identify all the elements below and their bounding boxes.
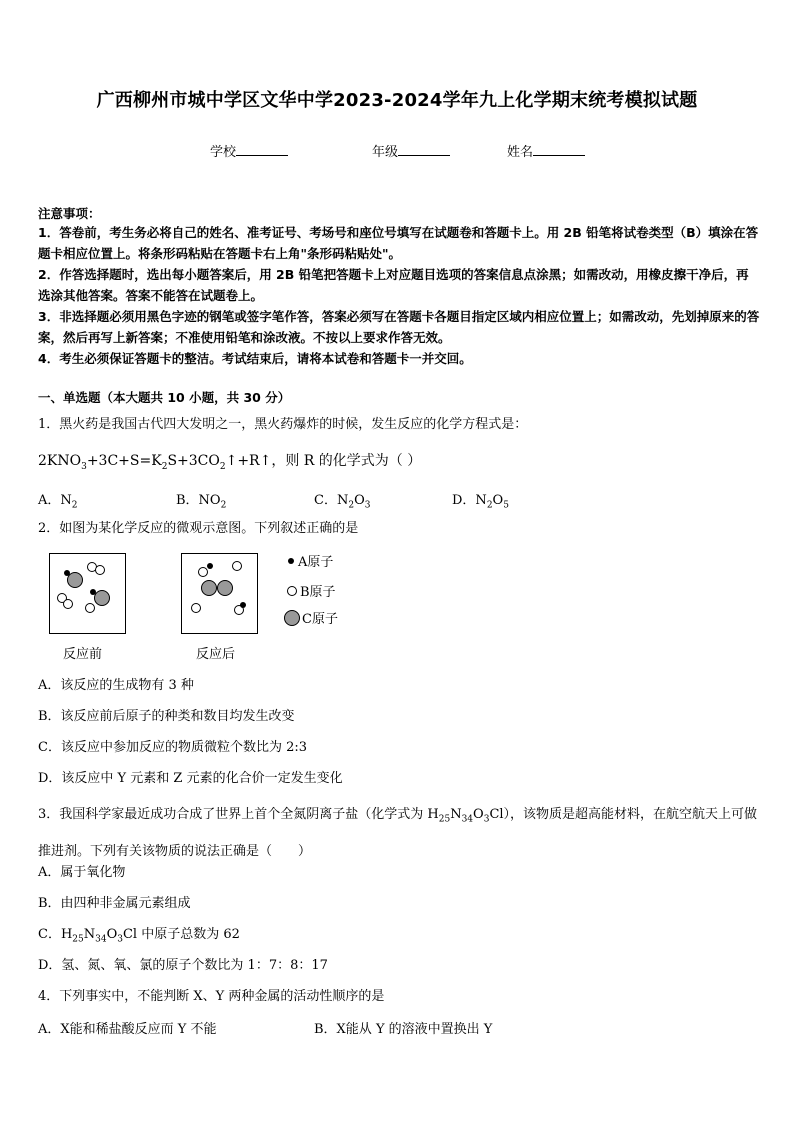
b-atom-icon	[64, 600, 73, 609]
a-atom-icon	[90, 589, 96, 595]
diagram-after-box	[181, 553, 258, 634]
note-item: 2．作答选择题时，选出每小题答案后，用 2B 铅笔把答题卡上对应题目选项的答案信息点涂黑；如需改动，用橡皮擦干净后，再选涂其他答案。答案不能答在试题卷上。	[38, 267, 749, 303]
school-blank	[236, 143, 288, 156]
b-atom-icon	[286, 584, 300, 598]
c-atom-icon	[218, 581, 233, 596]
name-label: 姓名	[507, 145, 534, 160]
diagram-after-svg	[182, 554, 257, 633]
school-label: 学校	[210, 145, 237, 160]
question-2-option-b: B．该反应前后原子的种类和数目均发生改变	[38, 709, 295, 724]
question-2-stem: 2．如图为某化学反应的微观示意图。下列叙述正确的是	[38, 521, 359, 536]
a-atom-icon	[240, 602, 246, 608]
question-1-equation: $2KNO_3+3C+S=K_2S+3CO_2↑+R↑$，则 R 的化学式为（ ）	[38, 453, 422, 472]
grade-label: 年级	[372, 145, 399, 160]
question-4-option-b: B．X能从 Y 的溶液中置换出 Y	[314, 1022, 493, 1037]
notes-heading: 注意事项：	[38, 206, 101, 221]
a-atom-icon	[286, 555, 298, 567]
name-blank	[533, 143, 585, 156]
note-item: 4．考生必须保证答题卡的整洁。考试结束后，请将本试卷和答题卡一并交回。	[38, 351, 472, 366]
question-1-option-b: B．$NO_2$	[176, 493, 227, 511]
question-1-equation-tail: ，则 R 的化学式为（ ）	[271, 453, 422, 469]
section-heading: 一、单选题（本大题共 10 小题，共 30 分）	[38, 390, 291, 405]
a-atom-icon	[64, 570, 70, 576]
caption-after: 反应后	[196, 647, 236, 662]
note-item: 3．非选择题必须用黑色字迹的钢笔或签字笔作答，答案必须写在答题卡各题目指定区域内相应位置上；如需改动，先划掉原来的答案，然后再写上新答案；不准使用铅笔和涂改液。不按以上要求作答无效。	[38, 309, 760, 345]
name-field	[507, 141, 585, 160]
question-2-option-d: D．该反应中 Y 元素和 Z 元素的化合价一定发生变化	[38, 771, 343, 786]
note-item: 1．答卷前，考生务必将自己的姓名、准考证号、考场号和座位号填写在试题卷和答题卡上。用 2B 铅笔将试卷类型（B）填涂在答题卡相应位置上。将条形码粘贴在答题卡右上角"条形码粘贴处"。	[38, 225, 759, 261]
a-atom-icon	[207, 563, 213, 569]
legend-a: A原子	[286, 551, 333, 570]
legend-c: C原子	[284, 608, 338, 627]
question-3-option-d: D．氢、氮、氧、氯的原子个数比为 1：7：8：17	[38, 958, 328, 973]
b-atom-icon	[233, 562, 242, 571]
b-atom-icon	[96, 566, 105, 575]
question-4-stem: 4．下列事实中，不能判断 X、Y 两种金属的活动性顺序的是	[38, 989, 385, 1004]
c-atom-icon	[68, 573, 83, 588]
question-4-option-a: A．X能和稀盐酸反应而 Y 不能	[38, 1022, 217, 1037]
page-title: 广西柳州市城中学区文华中学2023-2024学年九上化学期末统考模拟试题	[96, 90, 698, 111]
question-1-option-c: C．$N_2O_3$	[314, 493, 371, 511]
c-atom-icon	[284, 609, 302, 627]
legend-b: B原子	[286, 581, 336, 600]
question-3-option-b: B．由四种非金属元素组成	[38, 896, 191, 911]
diagram-before-box	[49, 553, 126, 634]
question-3-option-a: A．属于氧化物	[38, 865, 126, 880]
diagram-before-svg	[50, 554, 125, 633]
question-1-option-a: A．$N_2$	[38, 493, 78, 511]
school-field	[210, 141, 288, 160]
grade-blank	[398, 143, 450, 156]
question-2-option-c: C．该反应中参加反应的物质微粒个数比为 2:3	[38, 740, 308, 755]
question-2-option-a: A．该反应的生成物有 3 种	[38, 678, 194, 693]
grade-field	[372, 141, 450, 160]
c-atom-icon	[95, 591, 110, 606]
question-1-stem: 1．黑火药是我国古代四大发明之一，黑火药爆炸的时候，发生反应的化学方程式是：	[38, 417, 528, 432]
b-atom-icon	[192, 604, 201, 613]
b-atom-icon	[86, 604, 95, 613]
b-atom-icon	[199, 568, 208, 577]
c-atom-icon	[202, 581, 217, 596]
question-1-option-d: D．$N_2O_5$	[452, 493, 509, 511]
caption-before: 反应前	[63, 647, 103, 662]
question-3-stem: 3．我国科学家最近成功合成了世界上首个全氮阴离子盐（化学式为 $H_{25}N_{34}O_3Cl$），该物质是超高能材料，在航空航天上可做推进剂。下列有关该物质的说法正确是（ ）	[38, 807, 758, 859]
question-3-option-c: C．$H_{25}N_{34}O_3Cl$ 中原子总数为 62	[38, 927, 240, 945]
